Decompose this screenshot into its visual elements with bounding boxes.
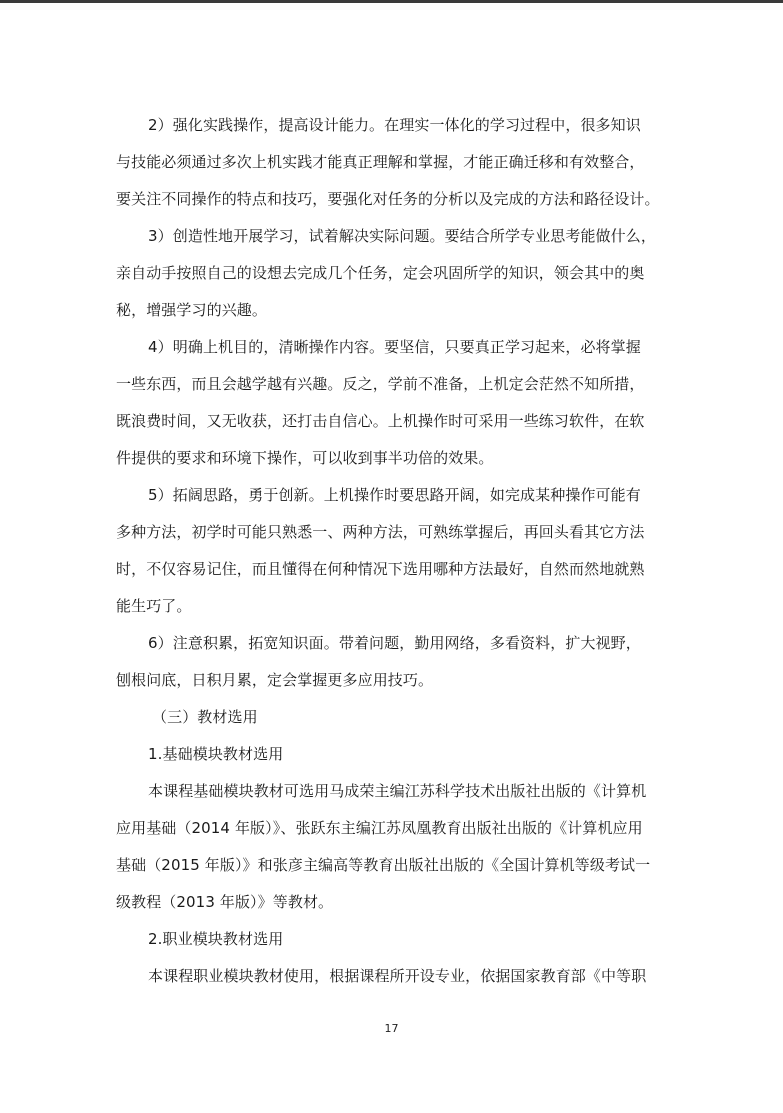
subheading-basic: 1.基础模块教材选用 <box>148 745 284 763</box>
para-2-line-3: 要关注不同操作的特点和技巧，要强化对任务的分析以及完成的方法和路径设计。 <box>116 190 660 208</box>
para-5-line-4: 能生巧了。 <box>116 597 192 615</box>
document-body <box>116 107 676 995</box>
para-basic-line-4: 级教程（2013 年版）》等教材。 <box>116 893 334 911</box>
para-4-line-1: 4）明确上机目的，清晰操作内容。要坚信，只要真正学习起来，必将掌握 <box>148 338 641 356</box>
para-3-line-3: 秘，增强学习的兴趣。 <box>116 301 268 319</box>
para-4-line-3: 既浪费时间，又无收获，还打击自信心。上机操作时可采用一些练习软件，在软 <box>116 412 645 430</box>
para-basic-line-1: 本课程基础模块教材可选用马成荣主编江苏科学技术出版社出版的《计算机 <box>148 782 647 800</box>
page-number: 17 <box>384 1022 399 1035</box>
para-4-line-2: 一些东西，而且会越学越有兴趣。反之，学前不准备，上机定会茫然不知所措， <box>116 375 645 393</box>
para-4-line-4: 件提供的要求和环境下操作，可以收到事半功倍的效果。 <box>116 449 494 467</box>
top-border <box>0 0 783 3</box>
para-basic-line-2: 应用基础（2014 年版）》、张跃东主编江苏凤凰教育出版社出版的《计算机应用 <box>116 819 643 837</box>
para-vocational-line-1: 本课程职业模块教材使用，根据课程所开设专业，依据国家教育部《中等职 <box>148 967 647 985</box>
para-6-line-1: 6）注意积累，拓宽知识面。带着问题，勤用网络，多看资料，扩大视野， <box>148 634 641 652</box>
para-2-line-1: 2）强化实践操作，提高设计能力。在理实一体化的学习过程中，很多知识 <box>148 116 641 134</box>
para-3-line-1: 3）创造性地开展学习，试着解决实际问题。要结合所学专业思考能做什么， <box>148 227 656 245</box>
subheading-vocational: 2.职业模块教材选用 <box>148 930 284 948</box>
para-2-line-2: 与技能必须通过多次上机实践才能真正理解和掌握，才能正确迁移和有效整合， <box>116 153 645 171</box>
para-5-line-2: 多种方法，初学时可能只熟悉一、两种方法，可熟练掌握后，再回头看其它方法 <box>116 523 645 541</box>
para-3-line-2: 亲自动手按照自己的设想去完成几个任务，定会巩固所学的知识，领会其中的奥 <box>116 264 645 282</box>
para-6-line-2: 刨根问底，日积月累，定会掌握更多应用技巧。 <box>116 671 434 689</box>
section-heading: （三）教材选用 <box>152 708 258 726</box>
para-basic-line-3: 基础（2015 年版）》和张彦主编高等教育出版社出版的《全国计算机等级考试一 <box>116 856 651 874</box>
para-5-line-3: 时，不仅容易记住，而且懂得在何种情况下选用哪种方法最好，自然而然地就熟 <box>116 560 645 578</box>
para-5-line-1: 5）拓阔思路，勇于创新。上机操作时要思路开阔，如完成某种操作可能有 <box>148 486 641 504</box>
